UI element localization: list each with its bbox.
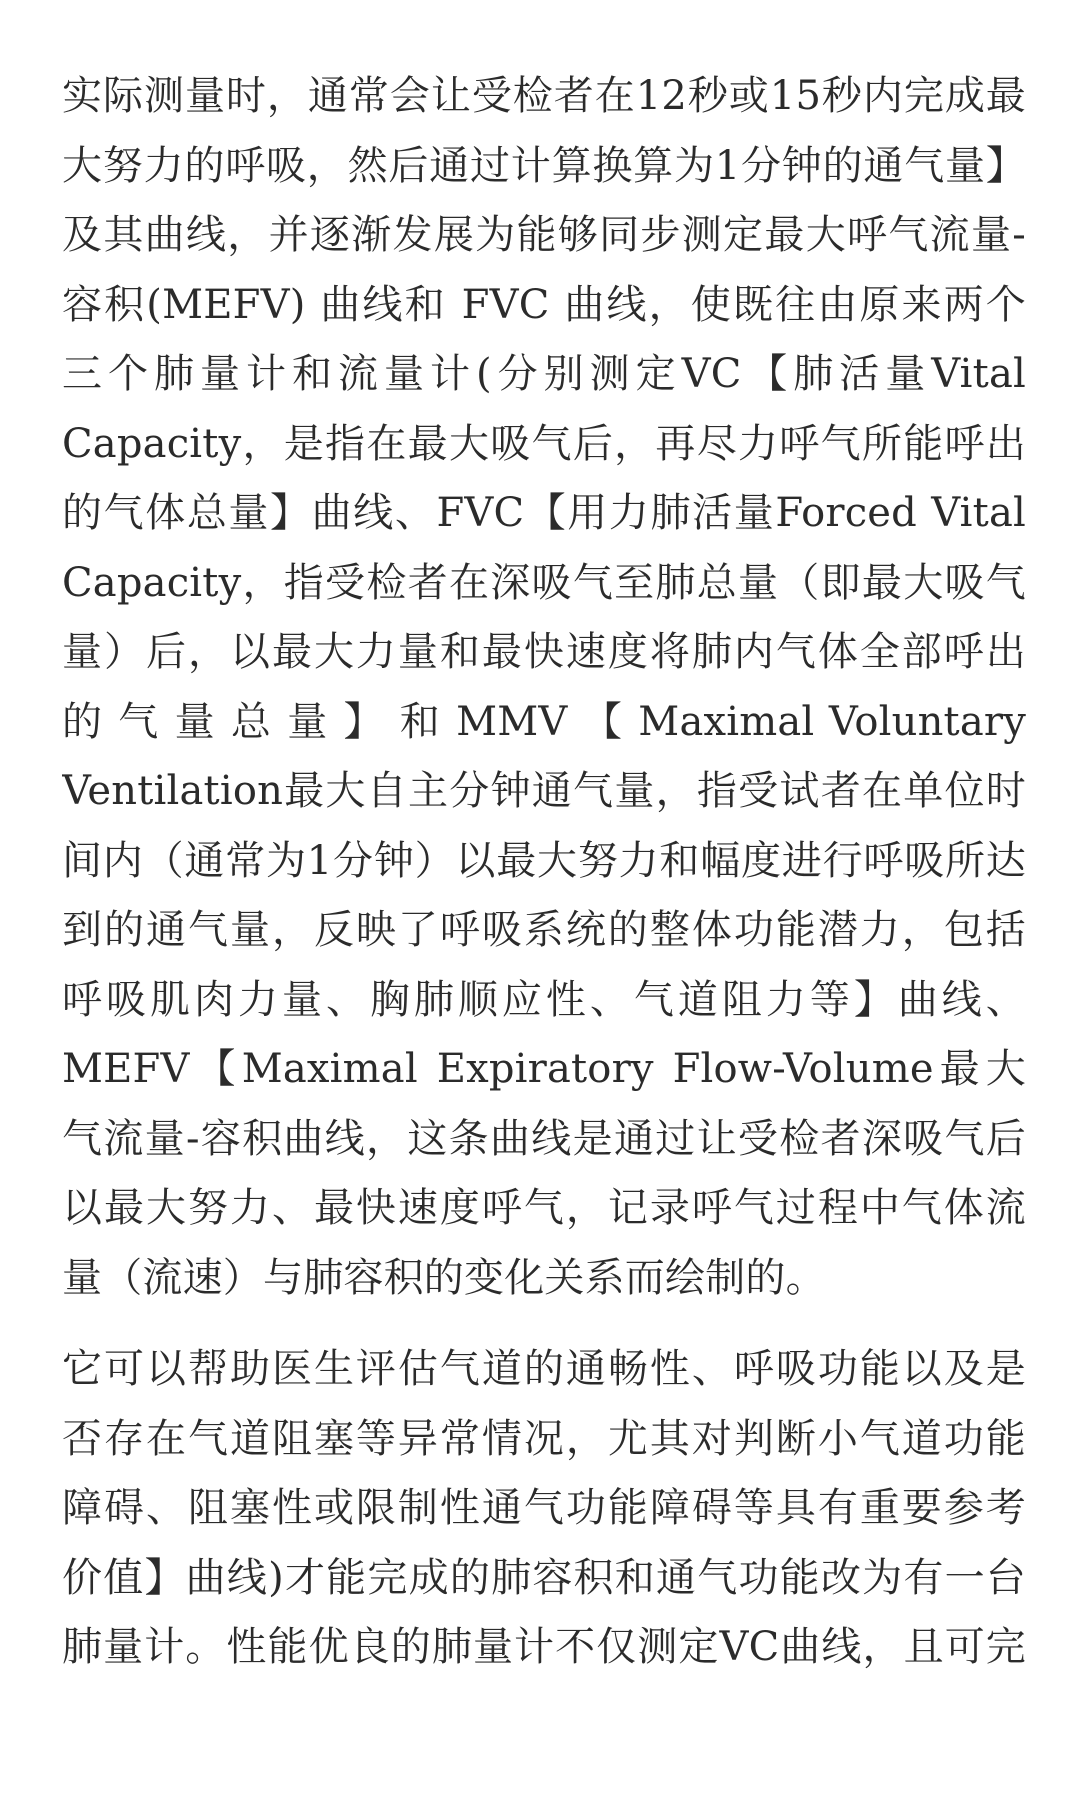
text-line: 气流量-容积曲线，这条曲线是通过让受检者深吸气后 xyxy=(62,1115,1026,1162)
paragraph-2 xyxy=(62,1335,1026,1683)
text-line: 量）后，以最大力量和最快速度将肺内气体全部呼出 xyxy=(62,629,1026,675)
article-body xyxy=(62,62,1026,1683)
text-line: 及其曲线，并逐渐发展为能够同步测定最大呼气流量- xyxy=(62,212,1026,258)
text-line: 大努力的呼吸，然后通过计算换算为1分钟的通气量】 xyxy=(62,142,1026,189)
text-line: 实际测量时，通常会让受检者在12秒或15秒内完成最 xyxy=(62,73,1026,119)
paragraph-spacer xyxy=(62,1313,1026,1335)
text-line: 以最大努力、最快速度呼气，记录呼气过程中气体流 xyxy=(62,1185,1026,1231)
text-line: Ventilation最大自主分钟通气量，指受试者在单位时 xyxy=(62,768,1026,814)
text-line: 的 气 量 总 量 】 和 MMV 【 Maximal Voluntary xyxy=(62,698,1026,745)
text-line: 价值】曲线)才能完成的肺容积和通气功能改为有一台 xyxy=(62,1554,1026,1601)
text-line: 否存在气道阻塞等异常情况，尤其对判断小气道功能 xyxy=(62,1415,1026,1462)
text-line: 呼吸肌肉力量、胸肺顺应性、气道阻力等】曲线、 xyxy=(62,976,1026,1023)
text-line: 肺量计。性能优良的肺量计不仅测定VC曲线，且可完 xyxy=(62,1624,1026,1670)
text-line: Capacity，指受检者在深吸气至肺总量（即最大吸气 xyxy=(62,559,1026,606)
text-line: 容积(MEFV) 曲线和 FVC 曲线，使既往由原来两个 xyxy=(62,281,1026,328)
text-line: MEFV【Maximal Expiratory Flow-Volume最大 xyxy=(62,1046,1026,1092)
paragraph-1 xyxy=(62,62,1026,1313)
text-line: 的气体总量】曲线、FVC【用力肺活量Forced Vital xyxy=(62,490,1026,536)
text-line: 障碍、阻塞性或限制性通气功能障碍等具有重要参考 xyxy=(62,1485,1026,1531)
text-line: Capacity，是指在最大吸气后，再尽力呼气所能呼出 xyxy=(62,420,1026,467)
text-line: 三个肺量计和流量计(分别测定VC【肺活量Vital xyxy=(62,351,1026,397)
text-line: 到的通气量，反映了呼吸系统的整体功能潜力，包括 xyxy=(62,907,1026,953)
text-line: 间内（通常为1分钟）以最大努力和幅度进行呼吸所达 xyxy=(62,837,1026,884)
text-line: 量（流速）与肺容积的变化关系而绘制的。 xyxy=(62,1254,826,1301)
text-line: 它可以帮助医生评估气道的通畅性、呼吸功能以及是 xyxy=(62,1346,1026,1392)
